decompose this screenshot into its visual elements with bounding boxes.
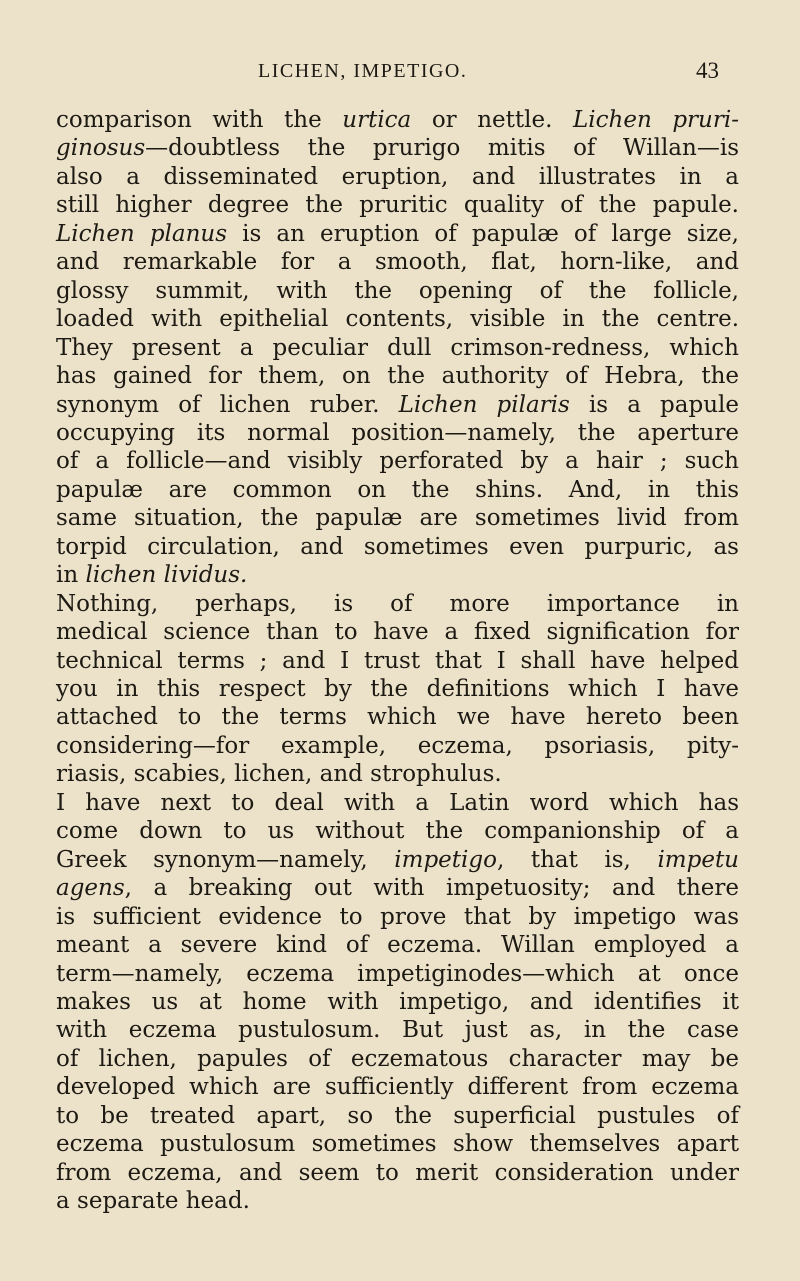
text-line bbox=[56, 419, 739, 447]
text-span: torpid circulation, and sometimes even purpuric, as bbox=[56, 533, 739, 560]
text-span: I have next to deal with a Latin word which has bbox=[56, 789, 739, 816]
text-span: is sufficient evidence to prove that by impetigo was bbox=[56, 903, 739, 930]
text-span: still higher degree the pruritic quality of the papule. bbox=[56, 192, 739, 219]
text-span: makes us at home with impetigo, and identifies it bbox=[56, 988, 739, 1015]
text-line bbox=[56, 988, 739, 1016]
text-span: has gained for them, on the authority of Hebra, the bbox=[56, 363, 739, 390]
text-span: also a disseminated eruption, and illustrates in a bbox=[56, 163, 739, 190]
text-span: synonym of lichen ruber. bbox=[56, 391, 399, 418]
text-line bbox=[56, 903, 739, 931]
text-line bbox=[56, 163, 739, 191]
text-span: comparison with the bbox=[56, 107, 343, 133]
text-line bbox=[56, 1130, 739, 1158]
text-line bbox=[56, 277, 739, 305]
text-line bbox=[56, 618, 739, 646]
text-line bbox=[56, 191, 739, 219]
italic-term: Lichen planus bbox=[56, 220, 228, 247]
text-line bbox=[56, 334, 739, 362]
text-span: come down to us without the companionship of a bbox=[56, 818, 739, 845]
text-span: glossy summit, with the opening of the follicle, bbox=[56, 277, 739, 304]
text-span: riasis, scabies, lichen, and strophulus. bbox=[56, 761, 502, 788]
page-number: 43 bbox=[696, 58, 719, 83]
text-line bbox=[56, 647, 739, 675]
text-span: or nettle. bbox=[411, 107, 574, 133]
text-span: is an eruption of papulæ of large size, bbox=[227, 220, 739, 247]
italic-term: lichen lividus. bbox=[85, 562, 248, 589]
text-span: technical terms ; and I trust that I shall have helped bbox=[56, 647, 739, 674]
text-span: They present a peculiar dull crimson-redness, which bbox=[56, 334, 739, 361]
text-line bbox=[56, 220, 739, 248]
text-line bbox=[56, 703, 739, 731]
text-line bbox=[56, 732, 739, 760]
text-span: attached to the terms which we have hereto been bbox=[56, 704, 739, 731]
italic-term: urtica bbox=[342, 107, 412, 133]
text-span: , a breaking out with impetuosity; and there bbox=[124, 875, 739, 902]
text-line bbox=[56, 561, 739, 589]
text-span: developed which are sufficiently different from eczema bbox=[56, 1074, 739, 1101]
text-line bbox=[56, 675, 739, 703]
text-line bbox=[56, 106, 739, 134]
text-span: of a follicle—and visibly perforated by a hair ; such bbox=[56, 448, 739, 475]
text-line bbox=[56, 1016, 739, 1044]
italic-term: Lichen pilaris bbox=[398, 391, 570, 418]
text-span: is a papule bbox=[569, 391, 739, 418]
italic-term: impetu bbox=[657, 846, 739, 873]
text-span: you in this respect by the definitions which I have bbox=[56, 676, 739, 702]
text-span: papulæ are common on the shins. And, in this bbox=[56, 476, 739, 503]
text-line bbox=[56, 590, 739, 618]
page-header bbox=[0, 56, 800, 88]
text-span: meant a severe kind of eczema. Willan employed a bbox=[56, 932, 739, 959]
text-line bbox=[56, 874, 739, 902]
text-line bbox=[56, 817, 739, 845]
text-line bbox=[56, 305, 739, 333]
text-line bbox=[56, 960, 739, 988]
text-span: term—namely, eczema impetiginodes—which at once bbox=[56, 960, 739, 987]
italic-term: Lichen pruri- bbox=[573, 107, 739, 133]
text-line bbox=[56, 362, 739, 390]
text-line bbox=[56, 476, 739, 504]
text-span: of lichen, papules of eczematous character may be bbox=[56, 1045, 739, 1072]
text-line bbox=[56, 760, 739, 788]
text-span: medical science than to have a fixed signification for bbox=[56, 619, 739, 646]
text-line bbox=[56, 1187, 739, 1215]
text-line bbox=[56, 504, 739, 532]
text-span: from eczema, and seem to merit consideration under bbox=[56, 1159, 739, 1186]
text-span: occupying its normal position—namely, the aperture bbox=[56, 419, 739, 446]
text-line bbox=[56, 447, 739, 475]
text-span: a separate head. bbox=[56, 1188, 250, 1215]
text-line bbox=[56, 1073, 739, 1101]
text-span: eczema pustulosum sometimes show themselves apart bbox=[56, 1131, 739, 1158]
text-span: to be treated apart, so the superficial pustules of bbox=[56, 1102, 739, 1129]
text-line bbox=[56, 789, 739, 817]
text-span: considering—for example, eczema, psoriasis, pity- bbox=[56, 732, 739, 759]
text-line bbox=[56, 533, 739, 561]
text-line bbox=[56, 248, 739, 276]
text-line bbox=[56, 1045, 739, 1073]
text-span: in bbox=[56, 562, 86, 589]
italic-term: agens bbox=[56, 875, 125, 902]
italic-term: ginosus bbox=[56, 135, 146, 162]
text-span: with eczema pustulosum. But just as, in the case bbox=[56, 1017, 739, 1044]
text-span: —doubtless the prurigo mitis of Willan—is bbox=[145, 135, 739, 162]
text-line bbox=[56, 931, 739, 959]
italic-term: impetigo bbox=[394, 846, 497, 873]
text-span: same situation, the papulæ are sometimes livid from bbox=[56, 505, 739, 532]
text-line bbox=[56, 1102, 739, 1130]
text-line bbox=[56, 134, 739, 162]
text-span: , that is, bbox=[496, 846, 658, 873]
text-line bbox=[56, 391, 739, 419]
text-line bbox=[56, 1159, 739, 1187]
text-line bbox=[56, 846, 739, 874]
text-span: loaded with epithelial contents, visible in the centre. bbox=[56, 306, 739, 333]
running-head: LICHEN, IMPETIGO. bbox=[258, 60, 468, 82]
text-span: Nothing, perhaps, is of more importance in bbox=[56, 590, 739, 617]
text-span: and remarkable for a smooth, flat, horn-like, and bbox=[56, 249, 739, 276]
text-span: Greek synonym—namely, bbox=[56, 846, 395, 873]
